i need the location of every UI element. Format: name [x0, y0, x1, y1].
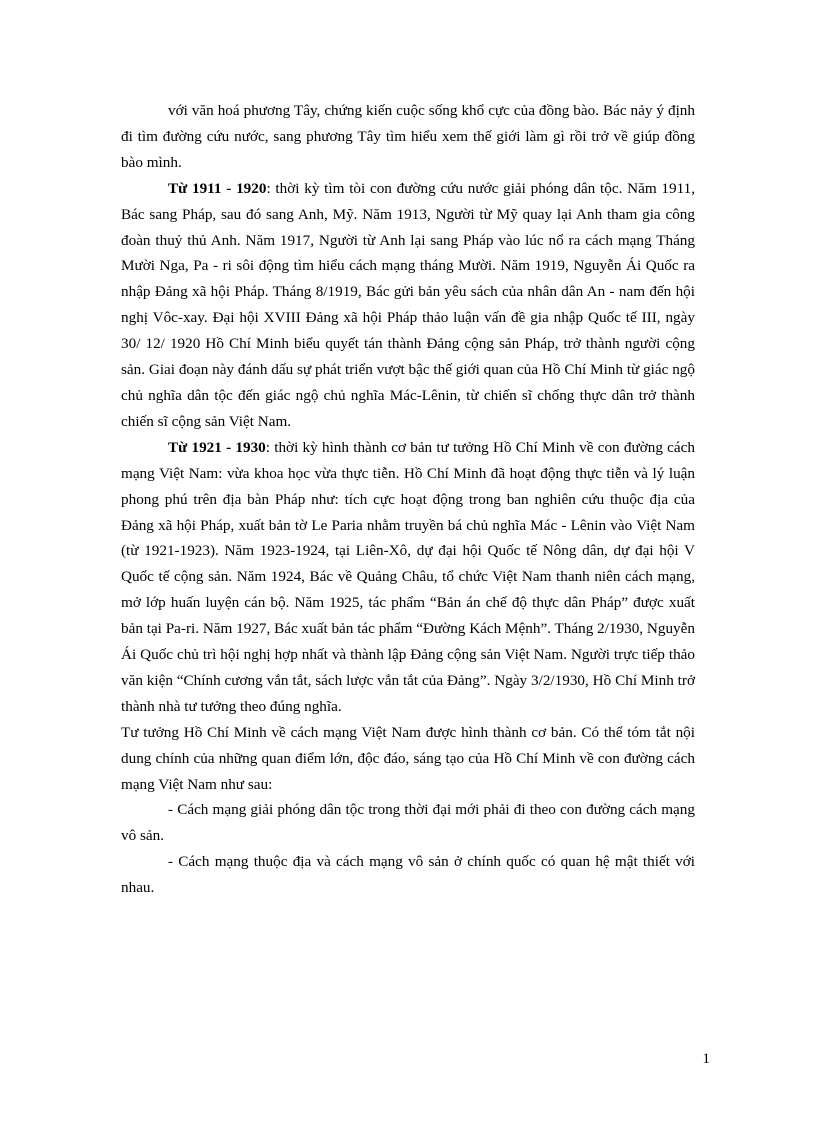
paragraph-summary — [121, 720, 695, 798]
period-heading: Từ 1921 - 1930 — [168, 438, 266, 456]
paragraph-text: : thời kỳ hình thành cơ bản tư tưởng Hồ Chí Minh về con đường cách mạng Việt Nam: vừa khoa học vừa thực tiễn. Hồ Chí Minh đã hoạt động thực tiễn và lý luận phong phú trên địa bàn Pháp như: tích cực hoạt động trong ban nghiên cứu thuộc địa của Đảng xã hội Pháp, xuất bản tờ Le Paria nhằm truyền bá chủ nghĩa Mác - Lênin vào Việt Nam (từ 1921-1923). Năm 1923-1924, tại Liên-Xô, dự đại hội Quốc tế Nông dân, dự đại hội V Quốc tế cộng sản. Năm 1924, Bác về Quảng Châu, tổ chức Việt Nam thanh niên cách mạng, mở lớp huấn luyện cán bộ. Năm 1925, tác phẩm “Bản án chế độ thực dân Pháp” được xuất bản tại Pa-ri. Năm 1927, Bác xuất bản tác phẩm “Đường Kách Mệnh”. Tháng 2/1930, Nguyễn Ái Quốc chủ trì hội nghị hợp nhất và thành lập Đảng cộng sản Việt Nam. Người trực tiếp thảo văn kiện “Chính cương vắn tắt, sách lược vắn tắt của Đảng”. Ngày 3/2/1930, Hồ Chí Minh trở thành nhà tư tưởng theo đúng nghĩa. — [121, 438, 695, 715]
bullet-text: - Cách mạng giải phóng dân tộc trong thời đại mới phải đi theo con đường cách mạng vô sản. — [121, 801, 695, 845]
paragraph-text: : thời kỳ tìm tòi con đường cứu nước giải phóng dân tộc. Năm 1911, Bác sang Pháp, sau đó sang Anh, Mỹ. Năm 1913, Người từ Mỹ quay lại Anh tham gia công đoàn thuỷ thủ Anh. Năm 1917, Người từ Anh lại sang Pháp vào lúc nổ ra cách mạng Tháng Mười Nga, Pa - ri sôi động tìm hiểu cách mạng tháng Mười. Năm 1919, Nguyễn Ái Quốc ra nhập Đảng xã hội Pháp. Tháng 8/1919, Bác gửi bản yêu sách của nhân dân An - nam đến hội nghị Vôc-xay. Đại hội XVIII Đảng xã hội Pháp thảo luận vấn đề gia nhập Quốc tế III, ngày 30/ 12/ 1920 Hồ Chí Minh biểu quyết tán thành Đảng cộng sản Pháp, trở thành người cộng sản. Giai đoạn này đánh dấu sự phát triển vượt bậc thế giới quan của Hồ Chí Minh từ giác ngộ chủ nghĩa dân tộc đến giác ngộ chủ nghĩa Mác-Lênin, từ chiến sĩ chống thực dân trở thành chiến sĩ cộng sản Việt Nam. — [121, 179, 696, 430]
document-body — [121, 98, 695, 901]
page-number: 1 — [702, 1050, 710, 1067]
bullet-item — [121, 797, 695, 849]
paragraph-1921-1930 — [121, 435, 695, 720]
bullet-text: - Cách mạng thuộc địa và cách mạng vô sản ở chính quốc có quan hệ mật thiết với nhau. — [121, 853, 695, 897]
period-heading: Từ 1911 - 1920 — [168, 179, 267, 197]
paragraph-text: với văn hoá phương Tây, chứng kiến cuộc sống khổ cực của đồng bào. Bác nảy ý định đi tìm đường cứu nước, sang phương Tây tìm hiểu xem thế giới làm gì rồi trở về giúp đồng bào mình. — [121, 102, 695, 171]
paragraph-1911-1920 — [121, 176, 695, 435]
paragraph-intro — [121, 98, 695, 176]
bullet-item — [121, 849, 695, 901]
paragraph-text: Tư tưởng Hồ Chí Minh về cách mạng Việt Nam được hình thành cơ bản. Có thể tóm tắt nội dung chính của những quan điểm lớn, độc đáo, sáng tạo của Hồ Chí Minh về con đường cách mạng Việt Nam như sau: — [121, 723, 695, 793]
